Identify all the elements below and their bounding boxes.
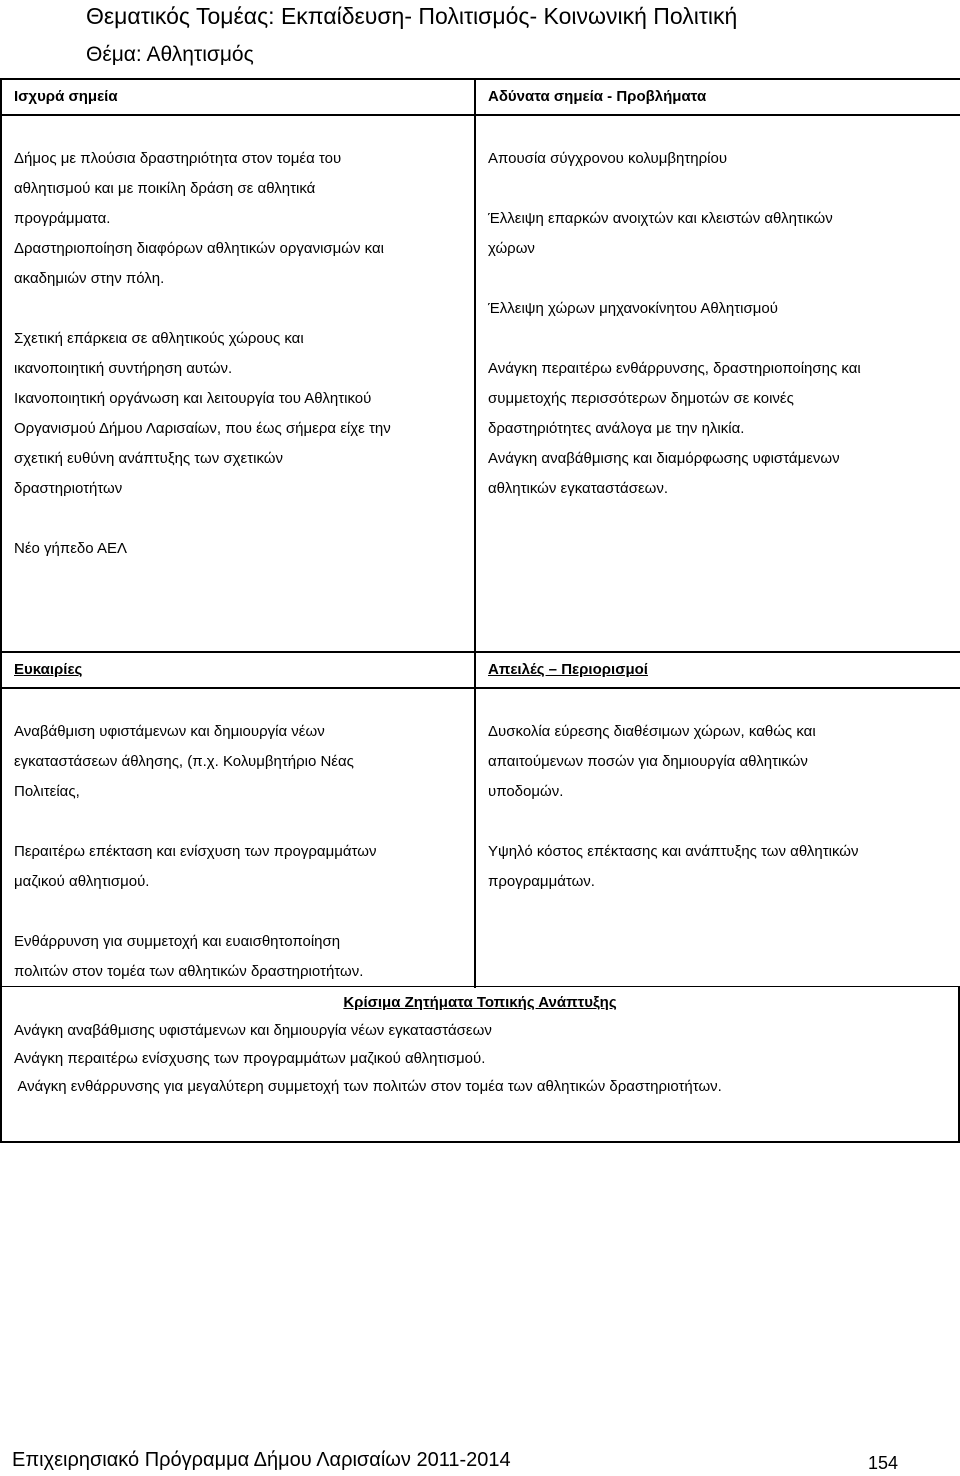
strengths-line: Δραστηριοποίηση διαφόρων αθλητικών οργανισμών και: [14, 240, 385, 258]
weaknesses-line: χώρων: [488, 240, 535, 258]
opportunities-line: Πολιτείας,: [14, 783, 80, 801]
strengths-line: σχετική ευθύνη ανάπτυξης των σχετικών: [14, 450, 284, 468]
strengths-line: ακαδημιών στην πόλη.: [14, 270, 165, 288]
critical-issue-item: Ανάγκη ενθάρρυνσης για μεγαλύτερη συμμετοχή των πολιτών στον τομέα των αθλητικών δραστηριοτήτων.: [14, 1078, 722, 1095]
swot-table: [0, 78, 960, 988]
strengths-line: Νέο γήπεδο ΑΕΛ: [14, 540, 127, 558]
strengths-line: προγράμματα.: [14, 210, 111, 228]
critical-issue-item: Ανάγκη αναβάθμισης υφιστάμενων και δημιουργία νέων εγκαταστάσεων: [14, 1022, 492, 1039]
weaknesses-cell: [475, 115, 960, 652]
opportunities-line: Ενθάρρυνση για συμμετοχή και ευαισθητοποίηση: [14, 933, 341, 951]
critical-issues-heading-text: Κρίσιμα Ζητήματα Τοπικής Ανάπτυξης: [343, 994, 617, 1011]
footer-text: Επιχειρησιακό Πρόγραμμα Δήμου Λαρισαίων 2011-2014: [12, 1449, 511, 1471]
strengths-line: Δήμος με πλούσια δραστηριότητα στον τομέα του: [14, 150, 342, 168]
threats-line: απαιτούμενων ποσών για δημιουργία αθλητικών: [488, 753, 808, 771]
critical-issues-box: [0, 986, 960, 1143]
critical-issues-heading: [2, 989, 958, 1017]
opportunities-cell: [1, 688, 475, 988]
opportunities-heading: [1, 652, 475, 688]
opportunities-line: εγκαταστάσεων άθλησης, (π.χ. Κολυμβητήριο Νέας: [14, 753, 354, 771]
weaknesses-line: Απουσία σύγχρονου κολυμβητηρίου: [488, 150, 728, 168]
weaknesses-line: Έλλειψη επαρκών ανοιχτών και κλειστών αθλητικών: [488, 210, 833, 228]
opportunities-line: μαζικού αθλητισμού.: [14, 873, 150, 891]
strengths-line: Σχετική επάρκεια σε αθλητικούς χώρους και: [14, 330, 304, 348]
threats-line: Υψηλό κόστος επέκτασης και ανάπτυξης των αθλητικών: [488, 843, 859, 861]
threats-heading: [475, 652, 960, 688]
weaknesses-line: συμμετοχής περισσότερων δημοτών σε κοινές: [488, 390, 794, 408]
strengths-cell: [1, 115, 475, 652]
weaknesses-line: Ανάγκη περαιτέρω ενθάρρυνσης, δραστηριοποίησης και: [488, 360, 861, 378]
opportunities-line: πολιτών στον τομέα των αθλητικών δραστηριοτήτων.: [14, 963, 364, 981]
opportunities-line: Αναβάθμιση υφιστάμενων και δημιουργία νέων: [14, 723, 325, 741]
strengths-line: δραστηριοτήτων: [14, 480, 123, 498]
weaknesses-heading: Αδύνατα σημεία - Προβλήματα: [475, 79, 960, 115]
strengths-heading: Ισχυρά σημεία: [1, 79, 475, 115]
threats-line: προγραμμάτων.: [488, 873, 595, 891]
opportunities-line: Περαιτέρω επέκταση και ενίσχυση των προγραμμάτων: [14, 843, 377, 861]
threats-line: Δυσκολία εύρεσης διαθέσιμων χώρων, καθώς και: [488, 723, 816, 741]
strengths-line: αθλητισμού και με ποικίλη δράση σε αθλητικά: [14, 180, 316, 198]
page-number: 154: [868, 1453, 899, 1473]
strengths-line: ικανοποιητική συντήρηση αυτών.: [14, 360, 233, 378]
page-subtitle: Θέμα: Αθλητισμός: [86, 43, 254, 66]
critical-issue-item: Ανάγκη περαιτέρω ενίσχυσης των προγραμμάτων μαζικού αθλητισμού.: [14, 1050, 486, 1067]
threats-line: υποδομών.: [488, 783, 564, 801]
threats-cell: [475, 688, 960, 988]
weaknesses-line: Έλλειψη χώρων μηχανοκίνητου Αθλητισμού: [488, 300, 778, 318]
strengths-line: Οργανισμού Δήμου Λαρισαίων, που έως σήμερα είχε την: [14, 420, 391, 438]
weaknesses-line: Ανάγκη αναβάθμισης και διαμόρφωσης υφιστάμενων: [488, 450, 840, 468]
weaknesses-line: αθλητικών εγκαταστάσεων.: [488, 480, 669, 498]
page-title: Θεματικός Τομέας: Εκπαίδευση- Πολιτισμός- Κοινωνική Πολιτική: [86, 3, 738, 29]
weaknesses-line: δραστηριότητες ανάλογα με την ηλικία.: [488, 420, 745, 438]
threats-heading-text: Απειλές – Περιορισμοί: [488, 661, 648, 679]
strengths-line: Ικανοποιητική οργάνωση και λειτουργία του Αθλητικού: [14, 390, 372, 408]
opportunities-heading-text: Ευκαιρίες: [14, 661, 83, 679]
